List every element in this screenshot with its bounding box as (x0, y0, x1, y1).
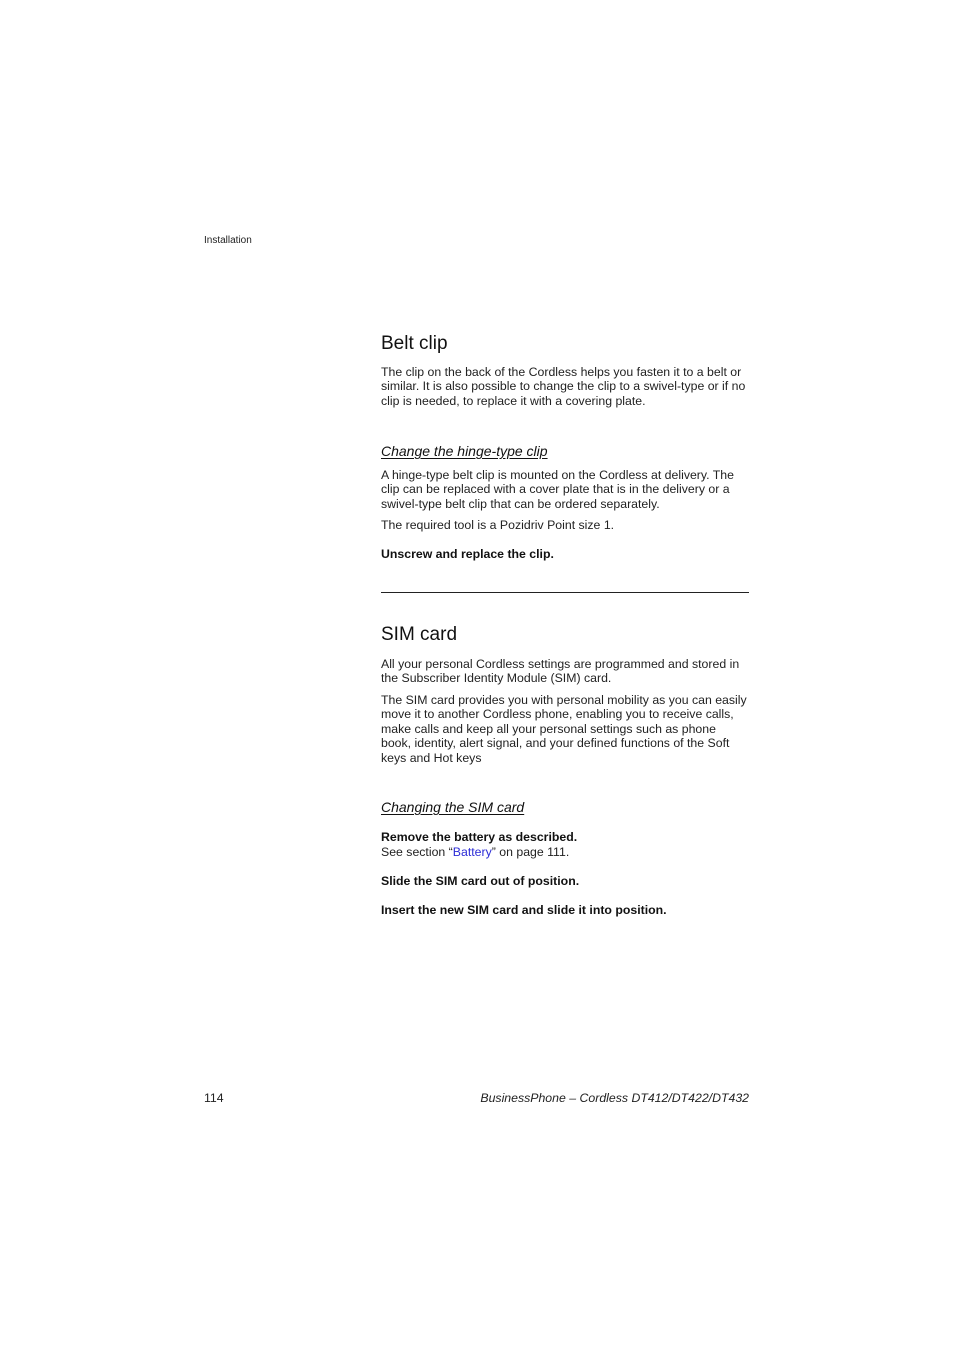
see-prefix: See section “ (381, 845, 453, 859)
battery-link[interactable]: Battery (452, 845, 492, 859)
belt-clip-intro: The clip on the back of the Cordless helps you fasten it to a belt or similar. It is also possible to change the clip to a swivel-type or if no clip is needed, to replace it with a covering plate. (381, 365, 746, 408)
section-divider (381, 592, 749, 593)
see-suffix: ” on page 111. (491, 845, 570, 859)
hinge-clip-subheading: Change the hinge-type clip (381, 443, 548, 459)
document-title: BusinessPhone – Cordless DT412/DT422/DT432 (480, 1091, 749, 1105)
unscrew-step: Unscrew and replace the clip. (381, 547, 554, 561)
sim-card-heading: SIM card (381, 624, 458, 645)
hinge-clip-paragraph: A hinge-type belt clip is mounted on the Cordless at delivery. The clip can be replaced with a cover plate that is in the delivery or a swivel-type belt clip that can be ordered separately. (381, 468, 734, 511)
slide-out-step: Slide the SIM card out of position. (381, 874, 580, 888)
sim-card-intro: All your personal Cordless settings are programmed and stored in the Subscriber Identity Module (SIM) card. (381, 657, 740, 686)
insert-sim-step: Insert the new SIM card and slide it into position. (381, 903, 667, 917)
page-number: 114 (204, 1091, 224, 1105)
remove-battery-step: Remove the battery as described. (381, 830, 578, 844)
running-header: Installation (204, 235, 252, 246)
sim-card-mobility-paragraph: The SIM card provides you with personal mobility as you can easily move it to another Cordless phone, enabling you to receive calls, make calls and keep all your personal settings such as phone book, identity, alert signal, and your defined functions of the Soft keys and Hot keys (381, 693, 747, 765)
belt-clip-heading: Belt clip (381, 333, 448, 354)
see-section-reference (381, 845, 749, 859)
changing-sim-subheading: Changing the SIM card (381, 799, 525, 815)
required-tool-paragraph: The required tool is a Pozidriv Point size 1. (381, 518, 615, 532)
